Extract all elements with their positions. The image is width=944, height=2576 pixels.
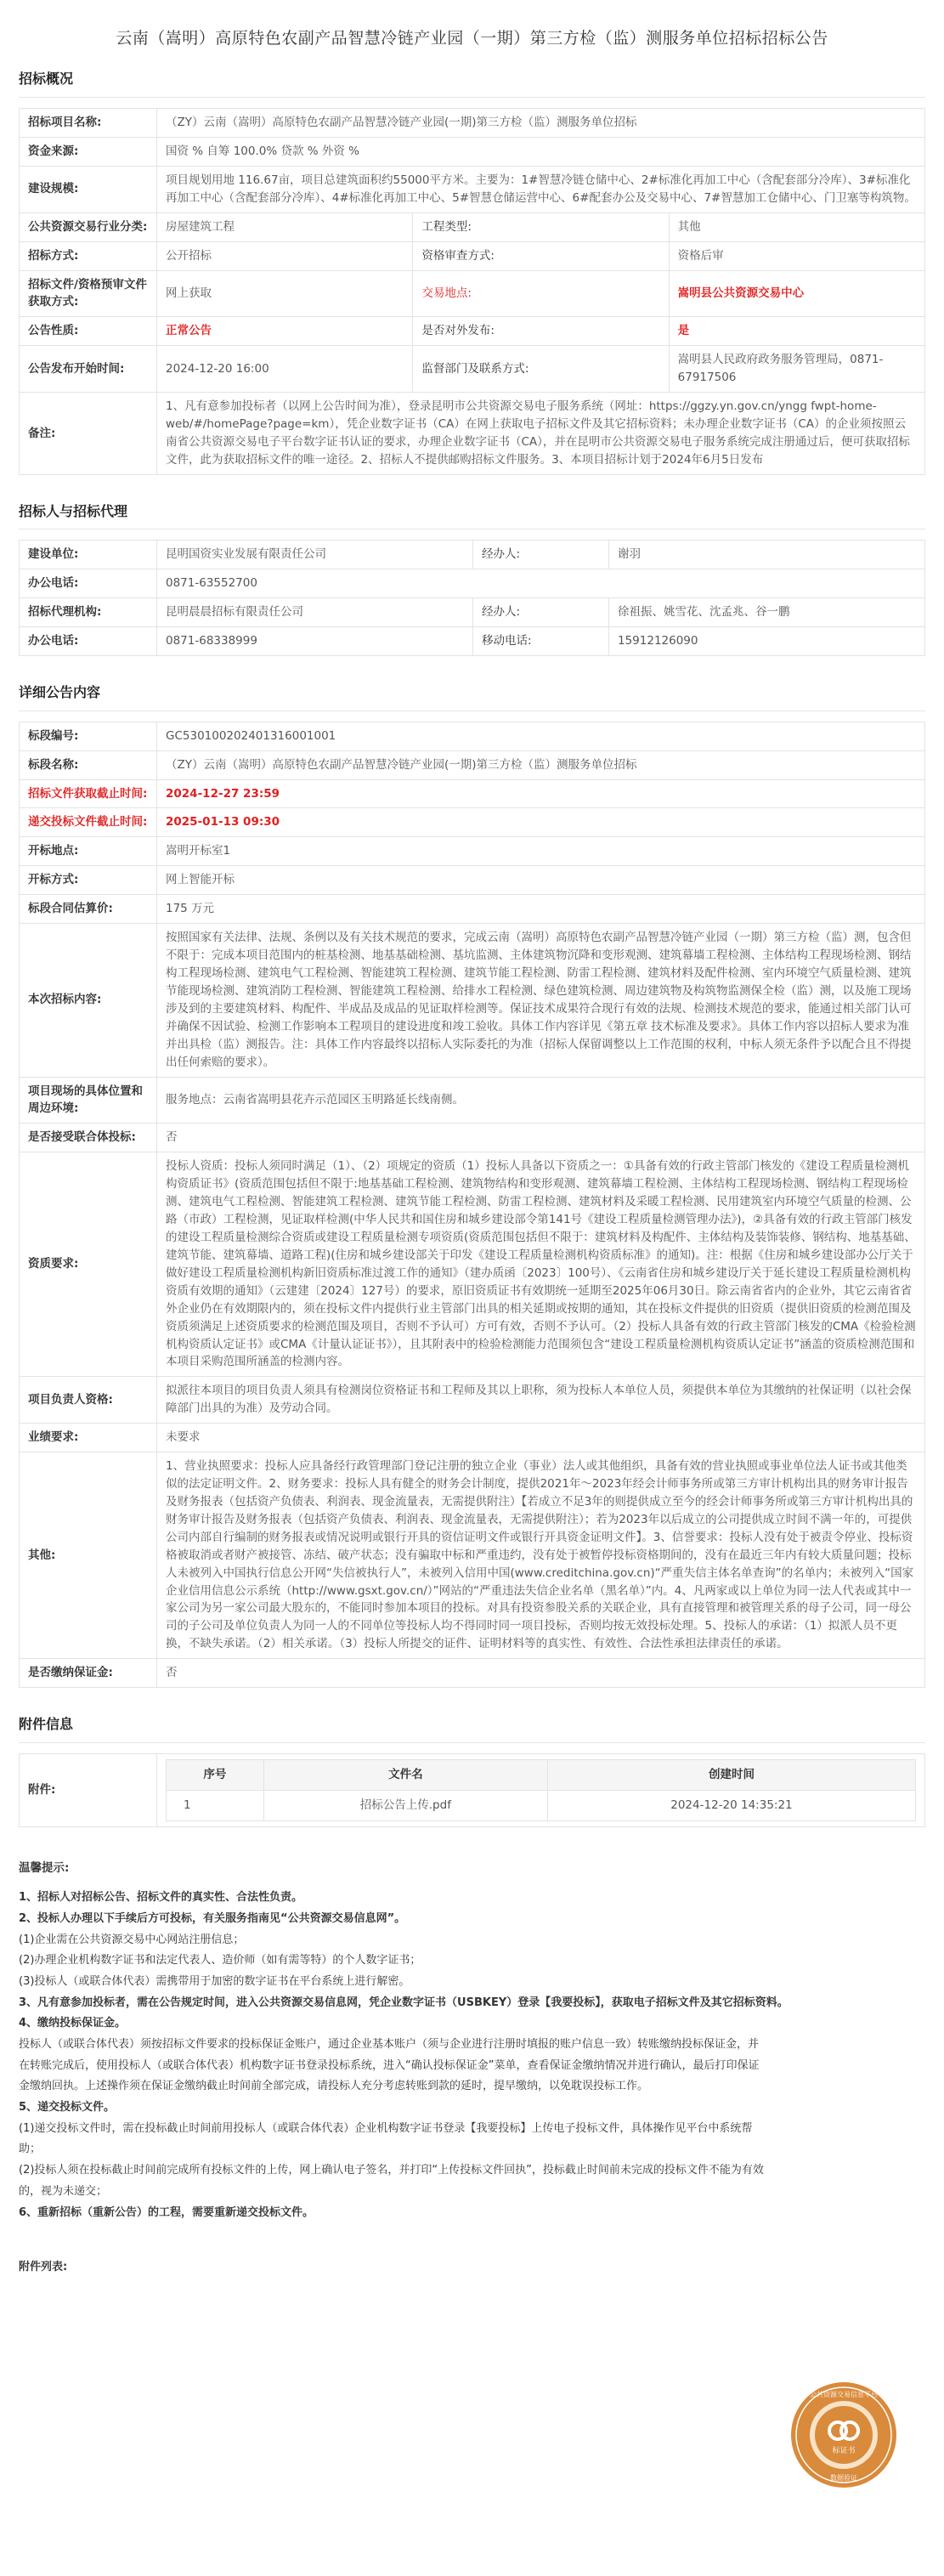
est-value: 175 万元 — [157, 895, 925, 924]
doc-deadline-label: 招标文件获取截止时间: — [20, 779, 157, 808]
doc-deadline-value: 2024-12-27 23:59 — [157, 779, 925, 808]
tip-line-12: 6、重新招标（重新公告）的工程，需要重新递交投标文件。 — [19, 2205, 314, 2219]
attachment-time: 2024-12-20 14:35:21 — [547, 1790, 915, 1820]
agent-phone-value: 0871-68338999 — [157, 627, 473, 656]
qual-label: 资格审查方式: — [413, 241, 669, 270]
agent-handler-value: 徐祖振、姚雪花、沈孟兆、谷一鹏 — [609, 598, 925, 627]
site-value: 服务地点：云南省嵩明县花卉示范园区玉明路延长线南侧。 — [157, 1077, 925, 1124]
doc-get-value: 网上获取 — [157, 270, 413, 317]
abnormal-value: 是 — [669, 317, 924, 346]
sec-no-value: GC530100202401316001001 — [157, 722, 925, 750]
seal-outer-text: 公共资源交易信息平台 — [810, 2391, 878, 2398]
mobile-label: 移动电话: — [473, 627, 609, 656]
agent-phone-label: 办公电话: — [20, 627, 157, 656]
agent-label: 招标代理机构: — [20, 598, 157, 627]
nature-label: 公告性质: — [20, 317, 157, 346]
note-label: 备注: — [20, 393, 157, 475]
seal-bottom-text: 数据验证 — [830, 2474, 857, 2482]
attachment-heading: 附件信息 — [19, 1708, 925, 1743]
open-method-value: 网上智能开标 — [157, 866, 925, 895]
deposit-label: 是否缴纳保证金: — [20, 1659, 157, 1688]
agent-value: 昆明晨晨招标有限责任公司 — [157, 598, 473, 627]
tip-line-5: (3)投标人（或联合体代表）需携带用于加密的数字证书在平台系统上进行解密。 — [19, 1974, 410, 1988]
qualify-value: 投标人资质：投标人须同时满足（1）、（2）项规定的资质（1）投标人具备以下资质之一：①具备有效的行政主管部门核发的《建设工程质量检测机构资质证书》(资质范围包括但不限于:地基基础工程检测、建筑物结构和变形观测、建筑幕墙工程检测、主体结构工程现场检测、钢结构工程现场检测、建筑电气工程检测、智能建筑工程检测、建筑节能工程检测、防雷工程检测、建筑材料及采暖工程检测、民用建筑室内环境空气质量的检测、公路（市政）工程检测，见证取样检测(中华人民共和国住房和城乡建设部令第141号《建设工程质量检测管理办法》)，②具备有效的行政主管部门核发的建设工程质量检测综合资质或建设工程质量检测专项资质(资质范围包括但不限于：建筑材料及构配件、主体结构及装饰装修、钢结构、地基基础、建筑节能、建筑幕墙、道路工程)(住房和城乡建设部关于印发《建设工程质量检测机构资质标准》的通知)。注：根据《住房和城乡建设部办公厅关于做好建设工程质量检测机构新旧资质标准过渡工作的通知》（建办质函〔2023〕100号）、《云南省住房和城乡建设厅关于延长建设工程质量检测机构资质有效期的通知》（云建建〔2024〕127号）的要求，原旧资质证书有效期统一延期至2025年06月30日。除云南省省内的企业外，其它云南省省外企业仍在有效期限内的，须在投标文件内提供行业主管部门出具的相关延期或按期的通知，其在投标文件提供的旧资质（提供旧资质的检测范围及资质须满足上述资质要求的检测范围及项目，否则不予认可）方可有效，否则不予认可。（2）投标人具备有效的行政主管部门核发的CMA《检验检测机构资质认定证书》或CMA《计量认证证书》），且其附表中的检验检测能力范围须包含“建设工程质量检测机构资质认定证书”涵盖的资质检测范围和本项目采购范围所涵盖的检测内容。 — [157, 1152, 925, 1377]
leader-label: 项目负责人资格: — [20, 1377, 157, 1424]
supervisor-label: 监督部门及联系方式: — [413, 346, 669, 393]
site-label: 项目现场的具体位置和周边环境: — [20, 1077, 157, 1124]
method-label: 招标方式: — [20, 241, 157, 270]
col-time-header: 创建时间 — [547, 1759, 915, 1790]
note-value: 1、凡有意参加投标者（以网上公告时间为准），登录昆明市公共资源交易电子服务系统（网址：https://ggzy.yn.gov.cn/yngg fwpt-home-web/#/homePage?page=km），凭企业数字证书（CA）在网上获取电子招标文件及其它招标资料；未办理企业数字证书（CA）的企业须按照云南省公共资源交易电子平台数字证书认证的要求，办理企业数字证书（CA），并在昆明市公共资源交易电子服务系统完成注册通过后，便可获取招标文件，此为获取招标文件的唯一途径。2、招标人不提供邮购招标文件服务。3、本项目招标计划于2024年6月5日发布 — [157, 393, 925, 475]
agency-table — [19, 540, 925, 656]
sec-no-label: 标段编号: — [20, 722, 157, 750]
bid-deadline-value: 2025-01-13 09:30 — [157, 808, 925, 837]
pub-time-value: 2024-12-20 16:00 — [157, 346, 413, 393]
other-value: 1、营业执照要求：投标人应具备经行政管理部门登记注册的独立企业（事业）法人或其他组织，具备有效的营业执照或事业单位法人证书或其他类似的法定证明文件。2、财务要求：投标人具有健全的财务会计制度，提供2021年～2023年经会计师事务所或第三方审计机构出具的财务审计报告及财务报表（包括资产负债表、利润表、现金流量表，无需提供附注）【若成立不足3年的则提供成立至今的经会计师事务所或第三方审计机构出具的财务审计报告及财务报表（包括资产负债表、利润表、现金流量表，无需提供附注）；若为2023年以后成立的公司提供成立时间不满一年的，可提供公司内部自行编制的财务报表或情况说明或银行开具的资信证明文件或银行开具资金证明文件】。3、信誉要求：投标人没有处于被责令停业、投标资格被取消或者财产被接管、冻结、破产状态；没有骗取中标和严重违约，没有处于被暂停投标资格期间的，没有在最近三年内有较大质量问题；投标人未被列入中国执行信息公开网“失信被执行人”，未被列入信用中国(www.creditchina.gov.cn)“严重失信主体名单查询”的名单内；未被列入“国家企业信用信息公示系统（http://www.gsxt.gov.cn/）”网站的“严重违法失信企业名单（黑名单）”内。4、凡两家或以上单位为同一法人代表或其中一家公司为另一家公司最大股东的，不能同时参加本项目的投标。对具有投资参股关系的关联企业，具有直接管理和被管理关系的母子公司，同一母公司的子公司及单位负责人为同一人的不同单位等投标人均不得同时同一项目投标，否则均按无效投标处理。5、投标人的承诺：（1）拟派人员不更换，不缺失承诺。（2）相关承诺。（3）投标人所提交的证件、证明材料等的真实性、有效性、合法性承担法律责任的承诺。 — [157, 1452, 925, 1659]
abnormal-label: 是否对外发布: — [413, 317, 669, 346]
trade-cat-value: 房屋建筑工程 — [157, 212, 413, 241]
tip-line-1: 1、招标人对招标公告、招标文件的真实性、合法性负责。 — [19, 1891, 303, 1905]
open-method-label: 开标方式: — [20, 866, 157, 895]
proj-type-value: 其他 — [669, 212, 924, 241]
consortium-value: 否 — [157, 1124, 925, 1152]
sec-name-value: （ZY）云南（嵩明）高原特色农副产品智慧冷链产业园(一期)第三方检（监）测服务单位招标 — [157, 750, 925, 779]
fund-label: 资金来源: — [20, 137, 157, 166]
owner-label: 建设单位: — [20, 541, 157, 569]
mobile-value: 15912126090 — [609, 627, 925, 656]
nature-value: 正常公告 — [157, 317, 413, 346]
trade-cat-label: 公共资源交易行业分类: — [20, 212, 157, 241]
attach-list-label: 附件列表: — [19, 2261, 68, 2274]
open-place-value: 嵩明开标室1 — [157, 837, 925, 866]
supervisor-value: 嵩明县人民政府政务服务管理局，0871-67917506 — [669, 346, 924, 393]
scale-value: 项目规划用地 116.67亩，项目总建筑面积约55000平方米。主要为：1#智慧冷链仓储中心、2#标准化再加工中心（含配套部分冷库）、3#标准化再加工中心（含配套部分冷库）、4#标准化再加工中心、5#智慧仓储运营中心、6#配套办公及交易中心、7#智慧加工仓储中心、门卫塞等构筑物。 — [157, 166, 925, 212]
qualify-label: 资质要求: — [20, 1152, 157, 1377]
tip-line-11: (2)投标人须在投标截止时间前完成所有投标文件的上传，网上确认电子签名，并打印“上传投标文件回执”，投标截止时间前未完成的投标文件不能为有效的，视为未递交； — [19, 2164, 764, 2198]
official-seal-icon — [789, 2380, 899, 2490]
overview-table — [19, 108, 925, 475]
project-name: （ZY）云南（嵩明）高原特色农副产品智慧冷链产业园(一期)第三方检（监）测服务单位招标 — [157, 108, 925, 137]
est-label: 标段合同估算价: — [20, 895, 157, 924]
attachment-no: 1 — [167, 1790, 264, 1820]
attachment-row — [167, 1790, 916, 1820]
detail-table — [19, 722, 925, 1688]
sec-name-label: 标段名称: — [20, 750, 157, 779]
tip-line-8: 投标人（或联合体代表）须按招标文件要求的投标保证金账户，通过企业基本账户（须与企业进行注册时填报的账户信息一致）转账缴纳投标保证金，并在转账完成后，使用投标人（或联合体代表）机构数字证书登录投标系统，进入“确认投标保证金”菜单，查看保证金缴纳情况并进行确认，最后打印保证金缴纳回执。上述操作须在保证金缴纳截止时间前全部完成，请投标人充分考虑转账到款的延时，提早缴纳，以免耽误投标工作。 — [19, 2038, 760, 2093]
phone-label: 办公电话: — [20, 569, 157, 598]
attachment-label: 附件: — [20, 1753, 157, 1826]
fund-value: 国资 % 自筹 100.0% 贷款 % 外资 % — [157, 137, 925, 166]
proj-type-label: 工程类型: — [413, 212, 669, 241]
overview-heading: 招标概况 — [19, 63, 925, 98]
tip-line-9: 5、递交投标文件。 — [19, 2101, 116, 2115]
seal-center-text: 标证书 — [832, 2447, 856, 2455]
handler-value: 谢羽 — [609, 541, 925, 569]
attachment-list — [166, 1759, 916, 1821]
phone-value: 0871-63552700 — [157, 569, 925, 598]
tip-line-3: (1)企业需在公共资源交易中心网站注册信息； — [19, 1933, 245, 1946]
tip-line-4: (2)办理企业机构数字证书和法定代表人、造价师（如有需等特）的个人数字证书； — [19, 1954, 421, 1967]
tip-line-10: (1)递交投标文件时，需在投标截止时间前用投标人（或联合体代表）企业机构数字证书登录【我要投标】上传电子投标文件，具体操作见平台中系统帮助； — [19, 2121, 753, 2156]
qual-value: 资格后审 — [669, 241, 924, 270]
bid-deadline-label: 递交投标文件截止时间: — [20, 808, 157, 837]
scope-label: 本次招标内容: — [20, 924, 157, 1077]
consortium-label: 是否接受联合体投标: — [20, 1124, 157, 1152]
place-label: 交易地点: — [413, 270, 669, 317]
tips-title: 温馨提示: — [19, 1860, 70, 1875]
agency-heading: 招标人与招标代理 — [19, 495, 925, 530]
place-value: 嵩明县公共资源交易中心 — [669, 270, 924, 317]
handler-label: 经办人: — [473, 541, 609, 569]
scale-label: 建设规模: — [20, 166, 157, 212]
pub-time-label: 公告发布开始时间: — [20, 346, 157, 393]
other-label: 其他: — [20, 1452, 157, 1659]
tip-line-6: 3、凡有意参加投标者，需在公告规定时间，进入公共资源交易信息网，凭企业数字证书（USBKEY）登录【我要投标】，获取电子招标文件及其它招标资料。 — [19, 1996, 789, 2009]
attachment-file-link[interactable]: 招标公告上传.pdf — [263, 1790, 547, 1820]
attachment-table — [19, 1753, 925, 1827]
open-place-label: 开标地点: — [20, 837, 157, 866]
col-no-header: 序号 — [167, 1759, 264, 1790]
deposit-value: 否 — [157, 1659, 925, 1688]
tip-line-7: 4、缴纳投标保证金。 — [19, 2017, 127, 2030]
scope-value: 按照国家有关法律、法规、条例以及有关技术规范的要求，完成云南（嵩明）高原特色农副产品智慧冷链产业园（一期）第三方检（监）测，包含但不限于：完成本项目范围内的桩基检测、地基基础检测、基坑监测、主体建筑物沉降和变形观测、建筑幕墙工程检测、主体结构工程现场检测、钢结构工程现场检测、建筑电气工程检测、智能建筑工程检测、建筑节能工程检测、防雷工程检测、建筑材料及配件检测、室内环境空气质量检测、建筑节能现场检测、建筑消防工程检测、智能建筑工程检测、给排水工程检测、绿色建筑检测、周边建筑物及构筑物监测保全检（监）测，以及施工现场涉及到的主要建筑材料、构配件、半成品及成品的见证取样检测等。保证技术成果符合现行有效的法规、检测技术规范的要求，能通过相关部门认可并确保不因试验、检测工作影响本工程项目的建设进度和竣工验收。具体工作内容详见《第五章 技术标准及要求》。具体工作内容以招标人要求为准并出具检（监）测报告。注：具体工作内容最终以招标人实际委托的为准（招标人保留调整以上工作范围的权利，中标人须无条件予以配合且不得提出任何索赔的要求）。 — [157, 924, 925, 1077]
perf-label: 业绩要求: — [20, 1424, 157, 1452]
doc-get-label: 招标文件/资格预审文件获取方式: — [20, 270, 157, 317]
col-name-header: 文件名 — [263, 1759, 547, 1790]
method-value: 公开招标 — [157, 241, 413, 270]
tips-section — [19, 1848, 925, 2284]
page-title: 云南（嵩明）高原特色农副产品智慧冷链产业园（一期）第三方检（监）测服务单位招标招标公告 — [116, 29, 828, 48]
perf-value: 未要求 — [157, 1424, 925, 1452]
leader-value: 拟派往本项目的项目负责人须具有检测岗位资格证书和工程师及其以上职称，须为投标人本单位人员，须提供本单位为其缴纳的社保证明（以社会保障部门出具的为准）及劳动合同。 — [157, 1377, 925, 1424]
tip-line-2: 2、投标人办理以下手续后方可投标，有关服务指南见“公共资源交易信息网”。 — [19, 1911, 406, 1925]
agent-handler-label: 经办人: — [473, 598, 609, 627]
project-name-label: 招标项目名称: — [20, 108, 157, 137]
detail-heading: 详细公告内容 — [19, 677, 925, 711]
owner-value: 昆明国资实业发展有限责任公司 — [157, 541, 473, 569]
